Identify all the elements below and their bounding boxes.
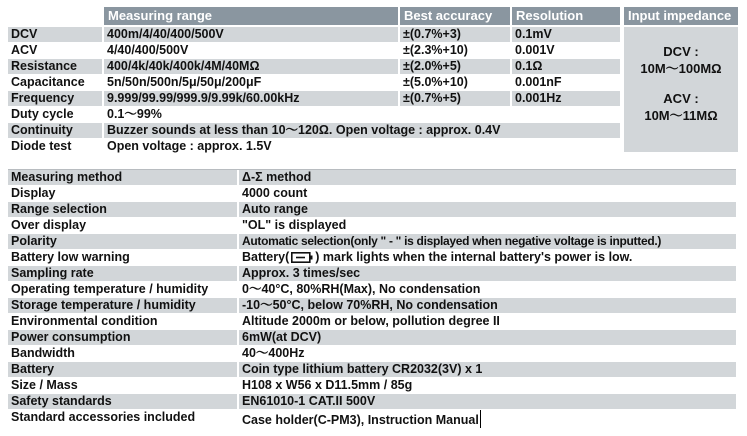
header-measuring-range: Measuring range bbox=[104, 7, 398, 25]
header-resolution: Resolution bbox=[512, 7, 620, 25]
spec-label: Display bbox=[8, 186, 237, 201]
row-range: 0.1～99% bbox=[104, 107, 398, 122]
spec-label: Storage temperature / humidity bbox=[8, 298, 237, 313]
spec-value: Altitude 2000m or below, pollution degree II bbox=[239, 314, 736, 329]
row-accuracy: ±(2.0%+5) bbox=[400, 59, 510, 74]
row-resolution: 0.001nF bbox=[512, 75, 620, 90]
row-accuracy: ±(2.3%+10) bbox=[400, 43, 510, 58]
row-accuracy: ±(0.7%+3) bbox=[400, 27, 510, 42]
battery-warning-suffix: ) mark lights when the internal battery's power is low. bbox=[315, 250, 633, 264]
spec-label: Sampling rate bbox=[8, 266, 237, 281]
battery-warning-prefix: Battery( bbox=[242, 250, 290, 264]
spec-value: Auto range bbox=[239, 202, 736, 217]
row-resolution: 0.1mV bbox=[512, 27, 620, 42]
row-label: Resistance bbox=[8, 59, 102, 74]
spec-value: 6mW(at DCV) bbox=[239, 330, 736, 345]
spec-value bbox=[239, 410, 736, 425]
impedance-dcv-value: 10M～100MΩ bbox=[640, 61, 722, 76]
spec-value: 0～40°C, 80%RH(Max), No condensation bbox=[239, 282, 736, 297]
spec-label: Battery bbox=[8, 362, 237, 377]
impedance-acv-value: 10M～11MΩ bbox=[644, 108, 718, 123]
row-range: 9.999/99.99/999.9/9.99k/60.00kHz bbox=[104, 91, 398, 106]
spec-label: Range selection bbox=[8, 202, 237, 217]
spec-label: Safety standards bbox=[8, 394, 237, 409]
row-label: Diode test bbox=[8, 139, 102, 154]
spec-label: Power consumption bbox=[8, 330, 237, 345]
row-label: Capacitance bbox=[8, 75, 102, 90]
spec-label: Standard accessories included bbox=[8, 410, 237, 425]
impedance-dcv-label: DCV : bbox=[663, 44, 699, 59]
row-label: Continuity bbox=[8, 123, 102, 138]
spec-label: Size / Mass bbox=[8, 378, 237, 393]
spec-label: Bandwidth bbox=[8, 346, 237, 361]
spec-value: -10～50°C, below 70%RH, No condensation bbox=[239, 298, 736, 313]
text-cursor bbox=[480, 410, 481, 428]
spec-label: Polarity bbox=[8, 234, 237, 249]
header-best-accuracy: Best accuracy bbox=[400, 7, 510, 25]
header-input-impedance: Input impedance bbox=[624, 7, 738, 25]
row-range: 400/4k/40k/400k/4M/40MΩ bbox=[104, 59, 398, 74]
spec-label: Battery low warning bbox=[8, 250, 237, 265]
row-resolution: 0.001V bbox=[512, 43, 620, 58]
row-resolution: 0.001Hz bbox=[512, 91, 620, 106]
spec-value: Δ-Σ method bbox=[239, 170, 736, 185]
row-range: 5n/50n/500n/5μ/50μ/200μF bbox=[104, 75, 398, 90]
spec-value bbox=[239, 250, 736, 265]
row-resolution: 0.1Ω bbox=[512, 59, 620, 74]
spec-label: Measuring method bbox=[8, 170, 237, 185]
spec-value: H108 x W56 x D11.5mm / 85g bbox=[239, 378, 736, 393]
row-continuity-text: Buzzer sounds at less than 10～120Ω. Open voltage : approx. 0.4V bbox=[104, 123, 620, 138]
battery-icon bbox=[291, 252, 313, 263]
spec-value: EN61010-1 CAT.II 500V bbox=[239, 394, 736, 409]
spec-label: Operating temperature / humidity bbox=[8, 282, 237, 297]
row-accuracy: ±(5.0%+10) bbox=[400, 75, 510, 90]
impedance-acv-label: ACV : bbox=[663, 91, 699, 106]
row-label: Frequency bbox=[8, 91, 102, 106]
row-range: 4/40/400/500V bbox=[104, 43, 398, 58]
spec-value: 40～400Hz bbox=[239, 346, 736, 361]
spec-label: Environmental condition bbox=[8, 314, 237, 329]
spec-value: 4000 count bbox=[239, 186, 736, 201]
row-label: ACV bbox=[8, 43, 102, 58]
spec-value: Automatic selection(only " - " is displayed when negative voltage is inputted.) bbox=[239, 234, 736, 249]
header-blank bbox=[8, 7, 102, 25]
spec-value: Approx. 3 times/sec bbox=[239, 266, 736, 281]
accessories-text: Case holder(C-PM3), Instruction Manual bbox=[242, 413, 479, 427]
spec-value: "OL" is displayed bbox=[239, 218, 736, 233]
row-diode-text: Open voltage : approx. 1.5V bbox=[104, 139, 620, 154]
row-accuracy: ±(0.7%+5) bbox=[400, 91, 510, 106]
input-impedance-cell bbox=[624, 27, 738, 152]
spec-label: Over display bbox=[8, 218, 237, 233]
row-label: DCV bbox=[8, 27, 102, 42]
spec-value: Coin type lithium battery CR2032(3V) x 1 bbox=[239, 362, 736, 377]
row-label: Duty cycle bbox=[8, 107, 102, 122]
row-range: 400m/4/40/400/500V bbox=[104, 27, 398, 42]
